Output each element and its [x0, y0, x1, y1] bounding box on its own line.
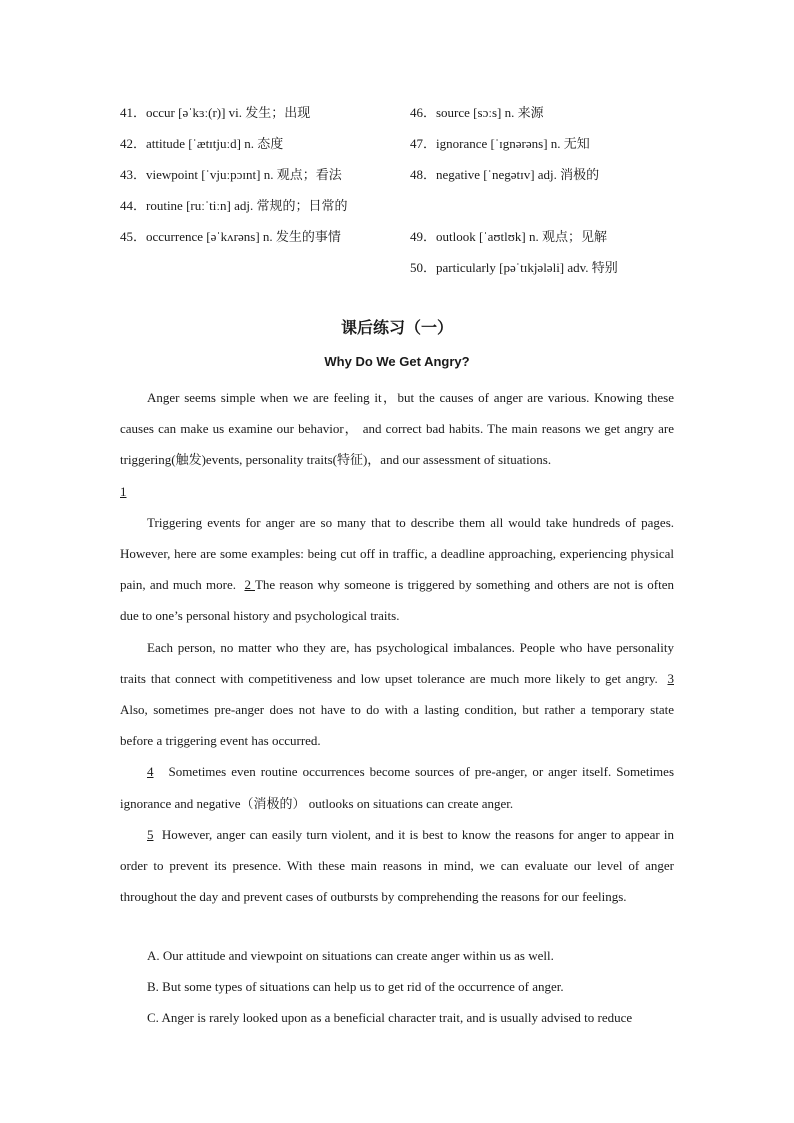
blank-5: 5 [147, 826, 154, 842]
vocab-row [120, 195, 680, 226]
passage-title: Why Do We Get Angry? [324, 354, 470, 369]
paragraph-text: Also, sometimes pre-anger does not have to do with a lasting condition, but rather a temporary state before a triggering event has occurred. [120, 702, 674, 749]
blank-1: 1 [120, 483, 127, 499]
vocab-row [120, 102, 680, 133]
paragraph-1 [120, 382, 674, 507]
vocab-item: 46．source [sɔːs] n. 来源 [410, 105, 544, 120]
paragraph-text: However, anger can easily turn violent, and it is best to know the reasons for anger to appear in order to prevent its presence. With these main reasons in mind, we can evaluate our level of anger throughout the day and prevent cases of outbursts by comprehending the reasons for our feelings. [120, 826, 674, 905]
blank-3: 3 [667, 670, 674, 686]
vocab-row [120, 257, 680, 288]
passage-body [120, 382, 674, 912]
vocab-item: 45．occurrence [əˈkʌrəns] n. 发生的事情 [120, 229, 341, 244]
vocab-item: 47．ignorance [ˈɪgnərəns] n. 无知 [410, 136, 590, 151]
option-a: A. Our attitude and viewpoint on situations can create anger within us as well. [147, 948, 554, 963]
vocab-item: 44．routine [ruːˈtiːn] adj. 常规的；日常的 [120, 198, 348, 213]
paragraph-text: Each person, no matter who they are, has psychological imbalances. People who have personality traits that connect with competitiveness and low upset tolerance are much more likely to get angry. [120, 639, 674, 686]
paragraph-text: Sometimes even routine occurrences become sources of pre-anger, or anger itself. Sometimes ignorance and negative（消极的） outlooks on situations can create anger. [120, 764, 674, 811]
option-c: C. Anger is rarely looked upon as a beneficial character trait, and is usually advised to reduce [147, 1010, 633, 1026]
paragraph-3 [120, 632, 674, 757]
paragraph-4 [120, 756, 674, 818]
blank-4: 4 [147, 764, 154, 780]
paragraph-2 [120, 507, 674, 632]
vocab-item: 43．viewpoint [ˈvjuːpɔɪnt] n. 观点；看法 [120, 167, 342, 182]
option-b: B. But some types of situations can help us to get rid of the occurrence of anger. [147, 979, 564, 995]
paragraph-text: The reason why someone is triggered by something and others are not is often due to one’s personal history and psychological traits. [120, 577, 674, 624]
vocab-item: 48．negative [ˈnegətɪv] adj. 消极的 [410, 167, 600, 182]
vocab-item: 49．outlook [ˈaʊtlʊk] n. 观点；见解 [410, 229, 607, 244]
vocab-item: 41．occur [əˈkɜː(r)] vi. 发生；出现 [120, 105, 311, 120]
vocab-row [120, 133, 680, 164]
paragraph-text: Anger seems simple when we are feeling it，but the causes of anger are various. Knowing these causes can make us examine our behavior， and correct bad habits. The main reasons we get angry are triggering(触发)events, personality traits(特征)，and our assessment of situations. [120, 390, 674, 468]
vocab-item: 50．particularly [pəˈtɪkjələli] adv. 特别 [410, 260, 618, 275]
vocabulary-list [120, 102, 680, 288]
blank-2: 2 [244, 577, 255, 593]
paragraph-5 [120, 819, 674, 913]
vocab-row [120, 226, 680, 257]
section-title: 课后练习（一） [340, 318, 453, 337]
vocab-row [120, 164, 680, 195]
paragraph-text: Triggering events for anger are so many that to describe them all would take hundreds of pages. However, here are some examples: being cut off in traffic, a deadline approaching, experiencing physical pain, and much more. [120, 514, 674, 593]
answer-options [120, 940, 674, 1034]
vocab-item: 42．attitude [ˈætɪtjuːd] n. 态度 [120, 136, 284, 151]
